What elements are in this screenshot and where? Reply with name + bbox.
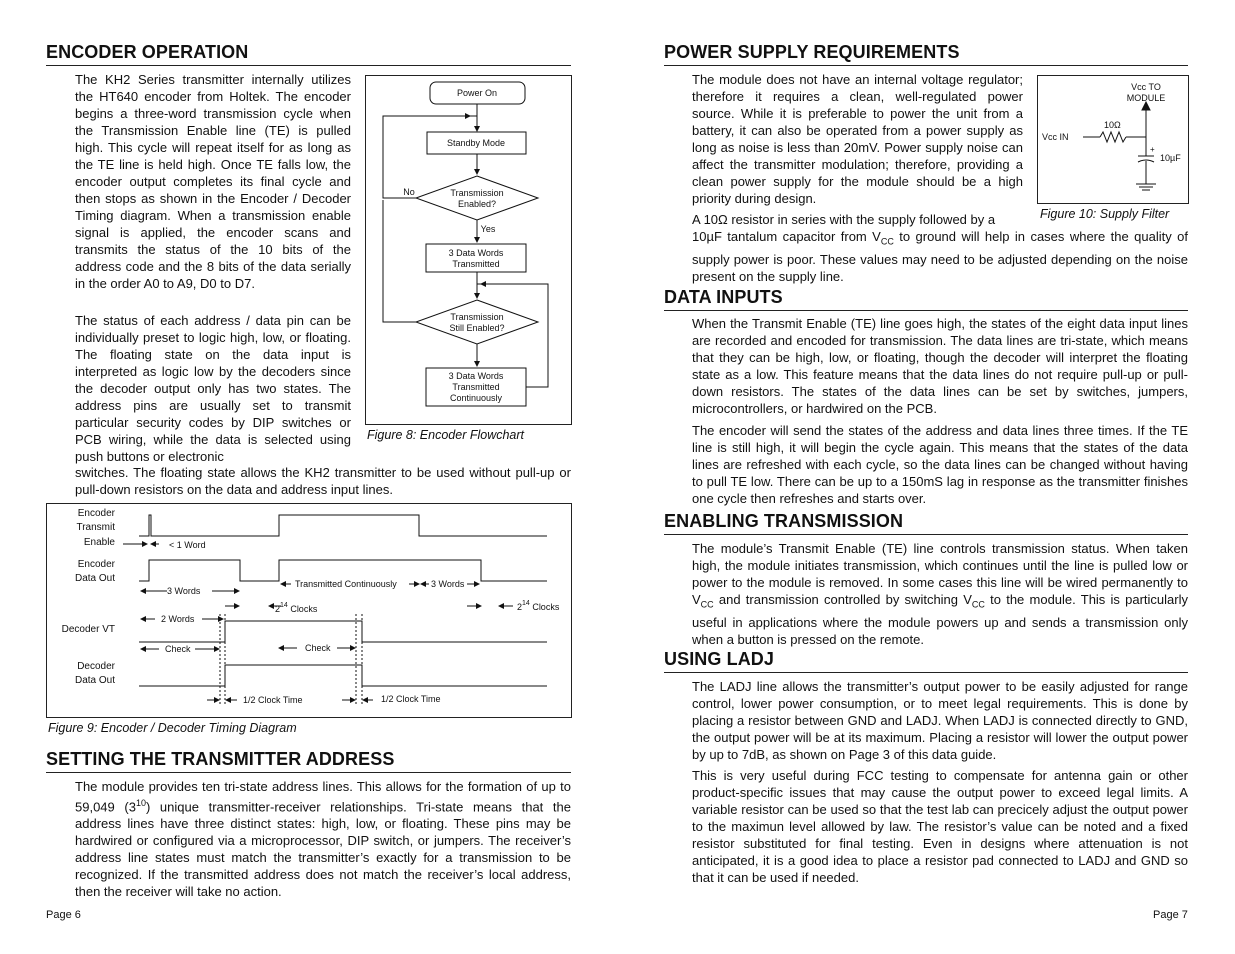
ladj-paragraph-1: The LADJ line allows the transmitter’s output power to be easily adjusted for range control, lower power consumption, or to meet legal requirements. This is done by placing a resistor between GND and LADJ. When LADJ is connected directly to GND, the output power will be at its maximum. Placing a resistor will lower the output power by up to 7dB, as shown on Page 3 of this data guide.	[692, 679, 1188, 762]
address-paragraph: The module provides ten tri-state address lines. This allows for the formation of up to 59,049 $(3^{10})$ unique transmitter-receiver relationships. Tri-state means that the address lines have three distinct states: high, low, or floating. These pins may be hardwired or configured via a microprocessor, DIP switch, or jumpers. The receiver’s address line states must match the transmitter’s exactly for a transmission to be recognized. If the transmitted address does not match the receiver’s local address, then the receiver will take no action.	[75, 779, 571, 900]
still-enabled-decision	[416, 300, 538, 344]
td-clocks-b: $2^{14}$ Clocks	[517, 600, 560, 612]
td-one-word: < 1 Word	[169, 540, 206, 550]
td-two-words: 2 Words	[161, 614, 195, 624]
td-edo-2: Data Out	[74, 573, 115, 584]
using-ladj-heading: USING LADJ	[664, 649, 775, 669]
filter-vcc-to: Vcc TO	[1131, 82, 1161, 92]
encoder-flowchart	[366, 76, 571, 424]
encoder-paragraph-1: The KH2 Series transmitter internally utilizes the HT640 encoder from Holtek. The encoder begins a three-word transmission cycle when the Transmission Enable line (TE) is pulled high. This cycle will repeat itself for as long as the TE line is held high. Once TE falls low, the encoder output completes its final cycle and then stops as shown in the Encoder / Decoder Timing diagram. When a transmission enable signal is applied, the encoder scans and transmits the status of the 10 bits of the address code and the 8 bits of the data serially in the order A0 to A9, D0 to D7.	[75, 72, 351, 291]
heading-rule	[664, 310, 1188, 311]
figure-9-caption: Figure 9: Encoder / Decoder Timing Diagram	[48, 721, 297, 735]
page-number-left: Page 6	[46, 909, 81, 921]
td-tx-cont: Transmitted Continuously	[295, 579, 397, 589]
td-te-3: Enable	[83, 537, 115, 548]
filter-ohm: 10Ω	[1104, 120, 1121, 130]
td-three-words: 3 Words	[167, 586, 201, 596]
heading-rule	[664, 672, 1188, 673]
encoder-paragraph-2: The status of each address / data pin can be individually preset to logic high, low, or floating. The floating state on the data input is interpreted as logic low by the decoders since the decoder output only has two states. The address pins are usually set to transmit particular security codes by DIP switches or PCB wiring, while the data is selected using push buttons or electronic	[75, 313, 351, 464]
timing-diagram	[47, 504, 571, 717]
heading-rule	[46, 772, 571, 773]
power-paragraph-2-start: A 10Ω resistor in series with the supply followed by a	[692, 212, 996, 227]
filter-cap: 10µF	[1160, 153, 1181, 163]
td-check-a: Check	[165, 644, 191, 654]
fc-tx-enabled-2: Enabled?	[457, 199, 497, 209]
encoder-out-waveform	[139, 560, 547, 581]
figure-10-caption: Figure 10: Supply Filter	[1040, 207, 1170, 221]
filter-plus: +	[1150, 145, 1155, 154]
fc-cont-3: Continuously	[449, 393, 503, 403]
encoder-flowchart-figure	[365, 75, 572, 425]
power-paragraph-1: The module does not have an internal voltage regulator; therefore it requires a clean, well-regulated power source. While it is preferable to power the unit from a battery, it can also be operated from a power supply as long as noise is less than 20mV. Power supply noise can affect the transmitter modulation; therefore, providing a clean power supply for the module should be a high priority during design.	[692, 72, 1023, 206]
power-supply-heading: POWER SUPPLY REQUIREMENTS	[664, 42, 960, 62]
setting-address-heading: SETTING THE TRANSMITTER ADDRESS	[46, 749, 395, 769]
data-paragraph-2: The encoder will send the states of the address and data lines three times. If the TE line is still high, it will begin the cycle again. This means that the states of the data lines are refreshed with each cycle, so the data lines can be changed without having to pull TE low. There can be up to a 150mS lag in response as the transmitter finishes one cycle then refreshes and starts over.	[692, 423, 1188, 506]
encoder-paragraph-2-continued: switches. The floating state allows the KH2 transmitter to be used without pull-up or pull-down resistors on the data and address input lines.	[75, 465, 571, 497]
fc-power-on: Power On	[456, 88, 498, 98]
page-number-right: Page 7	[1153, 909, 1188, 921]
td-half-clock-a: 1/2 Clock Time	[243, 695, 303, 705]
output-arrow-icon	[1142, 102, 1150, 110]
fc-standby: Standby Mode	[446, 138, 506, 148]
heading-rule	[664, 65, 1188, 66]
fc-tx-enabled-1: Transmission	[450, 188, 504, 198]
ladj-paragraph-2: This is very useful during FCC testing to compensate for antenna gain or other product-specific issues that may cause the output power to exceed legal limits. A variable resistor can be used so that the test lab can precicely adjust the output power to the maximun level allowed by law. The resistor’s value can be noted and a fixed resistor substituted for final testing. Even in designs where attenuation is not anticipated, it is a good idea to place a resistor pad connected to LADJ and GND so that it can be used if needed.	[692, 768, 1188, 885]
enabling-transmission-heading: ENABLING TRANSMISSION	[664, 511, 904, 531]
td-half-clock-b: 1/2 Clock Time	[381, 694, 441, 704]
filter-vcc-in: Vcc IN	[1042, 132, 1069, 142]
fc-no: No	[403, 187, 415, 197]
fc-words-1: 3 Data Words	[448, 248, 504, 258]
td-ddo-2: Data Out	[74, 675, 115, 686]
resistor-symbol	[1100, 132, 1126, 142]
timing-diagram-figure	[46, 503, 572, 718]
fc-cont-2: Transmitted	[452, 382, 500, 392]
figure-8-caption: Figure 8: Encoder Flowchart	[367, 428, 525, 442]
fc-yes: Yes	[480, 224, 496, 234]
encoder-operation-heading: ENCODER OPERATION	[46, 42, 249, 62]
heading-rule	[664, 534, 1188, 535]
td-edo-1: Encoder	[77, 559, 115, 570]
td-te-2: Transmit	[76, 522, 115, 533]
te-waveform	[139, 515, 547, 536]
td-dvt: Decoder VT	[61, 624, 115, 635]
enabling-paragraph: The module’s Transmit Enable (TE) line controls transmission status. When taken high, the module initiates transmission, which continues until the line is pulled low or power to the module is removed. In some cases this line will be wired permanently to $V_{CC}$ and transmission controlled by switching $V_{CC}$ to the module. This is particularly useful in applications where the module powers up and sends a transmission only when a button is pressed on the remote.	[692, 541, 1189, 647]
supply-filter-schematic	[1038, 76, 1188, 203]
td-te-1: Encoder	[77, 508, 115, 519]
fc-still-2: Still Enabled?	[449, 323, 505, 333]
data-paragraph-1: When the Transmit Enable (TE) line goes high, the states of the eight data input lines are recorded and encoded for transmission. The data lines are tri-state, which means that they can be high, low, or floating, though the decoder will interpret the floating state as a low. This feature means that the data lines do not require pull-up or pull-down resistors. The states of the data lines can be set by switches, jumpers, microcontrollers, or hardwired on the PCB.	[692, 316, 1188, 416]
fc-still-1: Transmission	[450, 312, 504, 322]
power-paragraph-2-end: 10µF tantalum capacitor from $V_{CC}$ to ground will help in cases where the quality of supply power is poor. These values may need to be adjusted depending on the noise present on the supply line.	[692, 229, 1188, 284]
supply-filter-figure	[1037, 75, 1189, 204]
fc-cont-1: 3 Data Words	[448, 371, 504, 381]
td-clocks-a: $2^{14}$ Clocks	[275, 602, 318, 614]
td-three-words-b: 3 Words	[431, 579, 465, 589]
filter-module: MODULE	[1126, 93, 1166, 103]
heading-rule	[46, 65, 571, 66]
fc-words-2: Transmitted	[452, 259, 500, 269]
decoder-vt-waveform	[139, 621, 547, 642]
decoder-out-waveform	[139, 665, 547, 686]
td-check-b: Check	[305, 643, 331, 653]
tx-enabled-decision	[416, 176, 538, 220]
data-inputs-heading: DATA INPUTS	[664, 287, 783, 307]
td-ddo-1: Decoder	[77, 661, 115, 672]
